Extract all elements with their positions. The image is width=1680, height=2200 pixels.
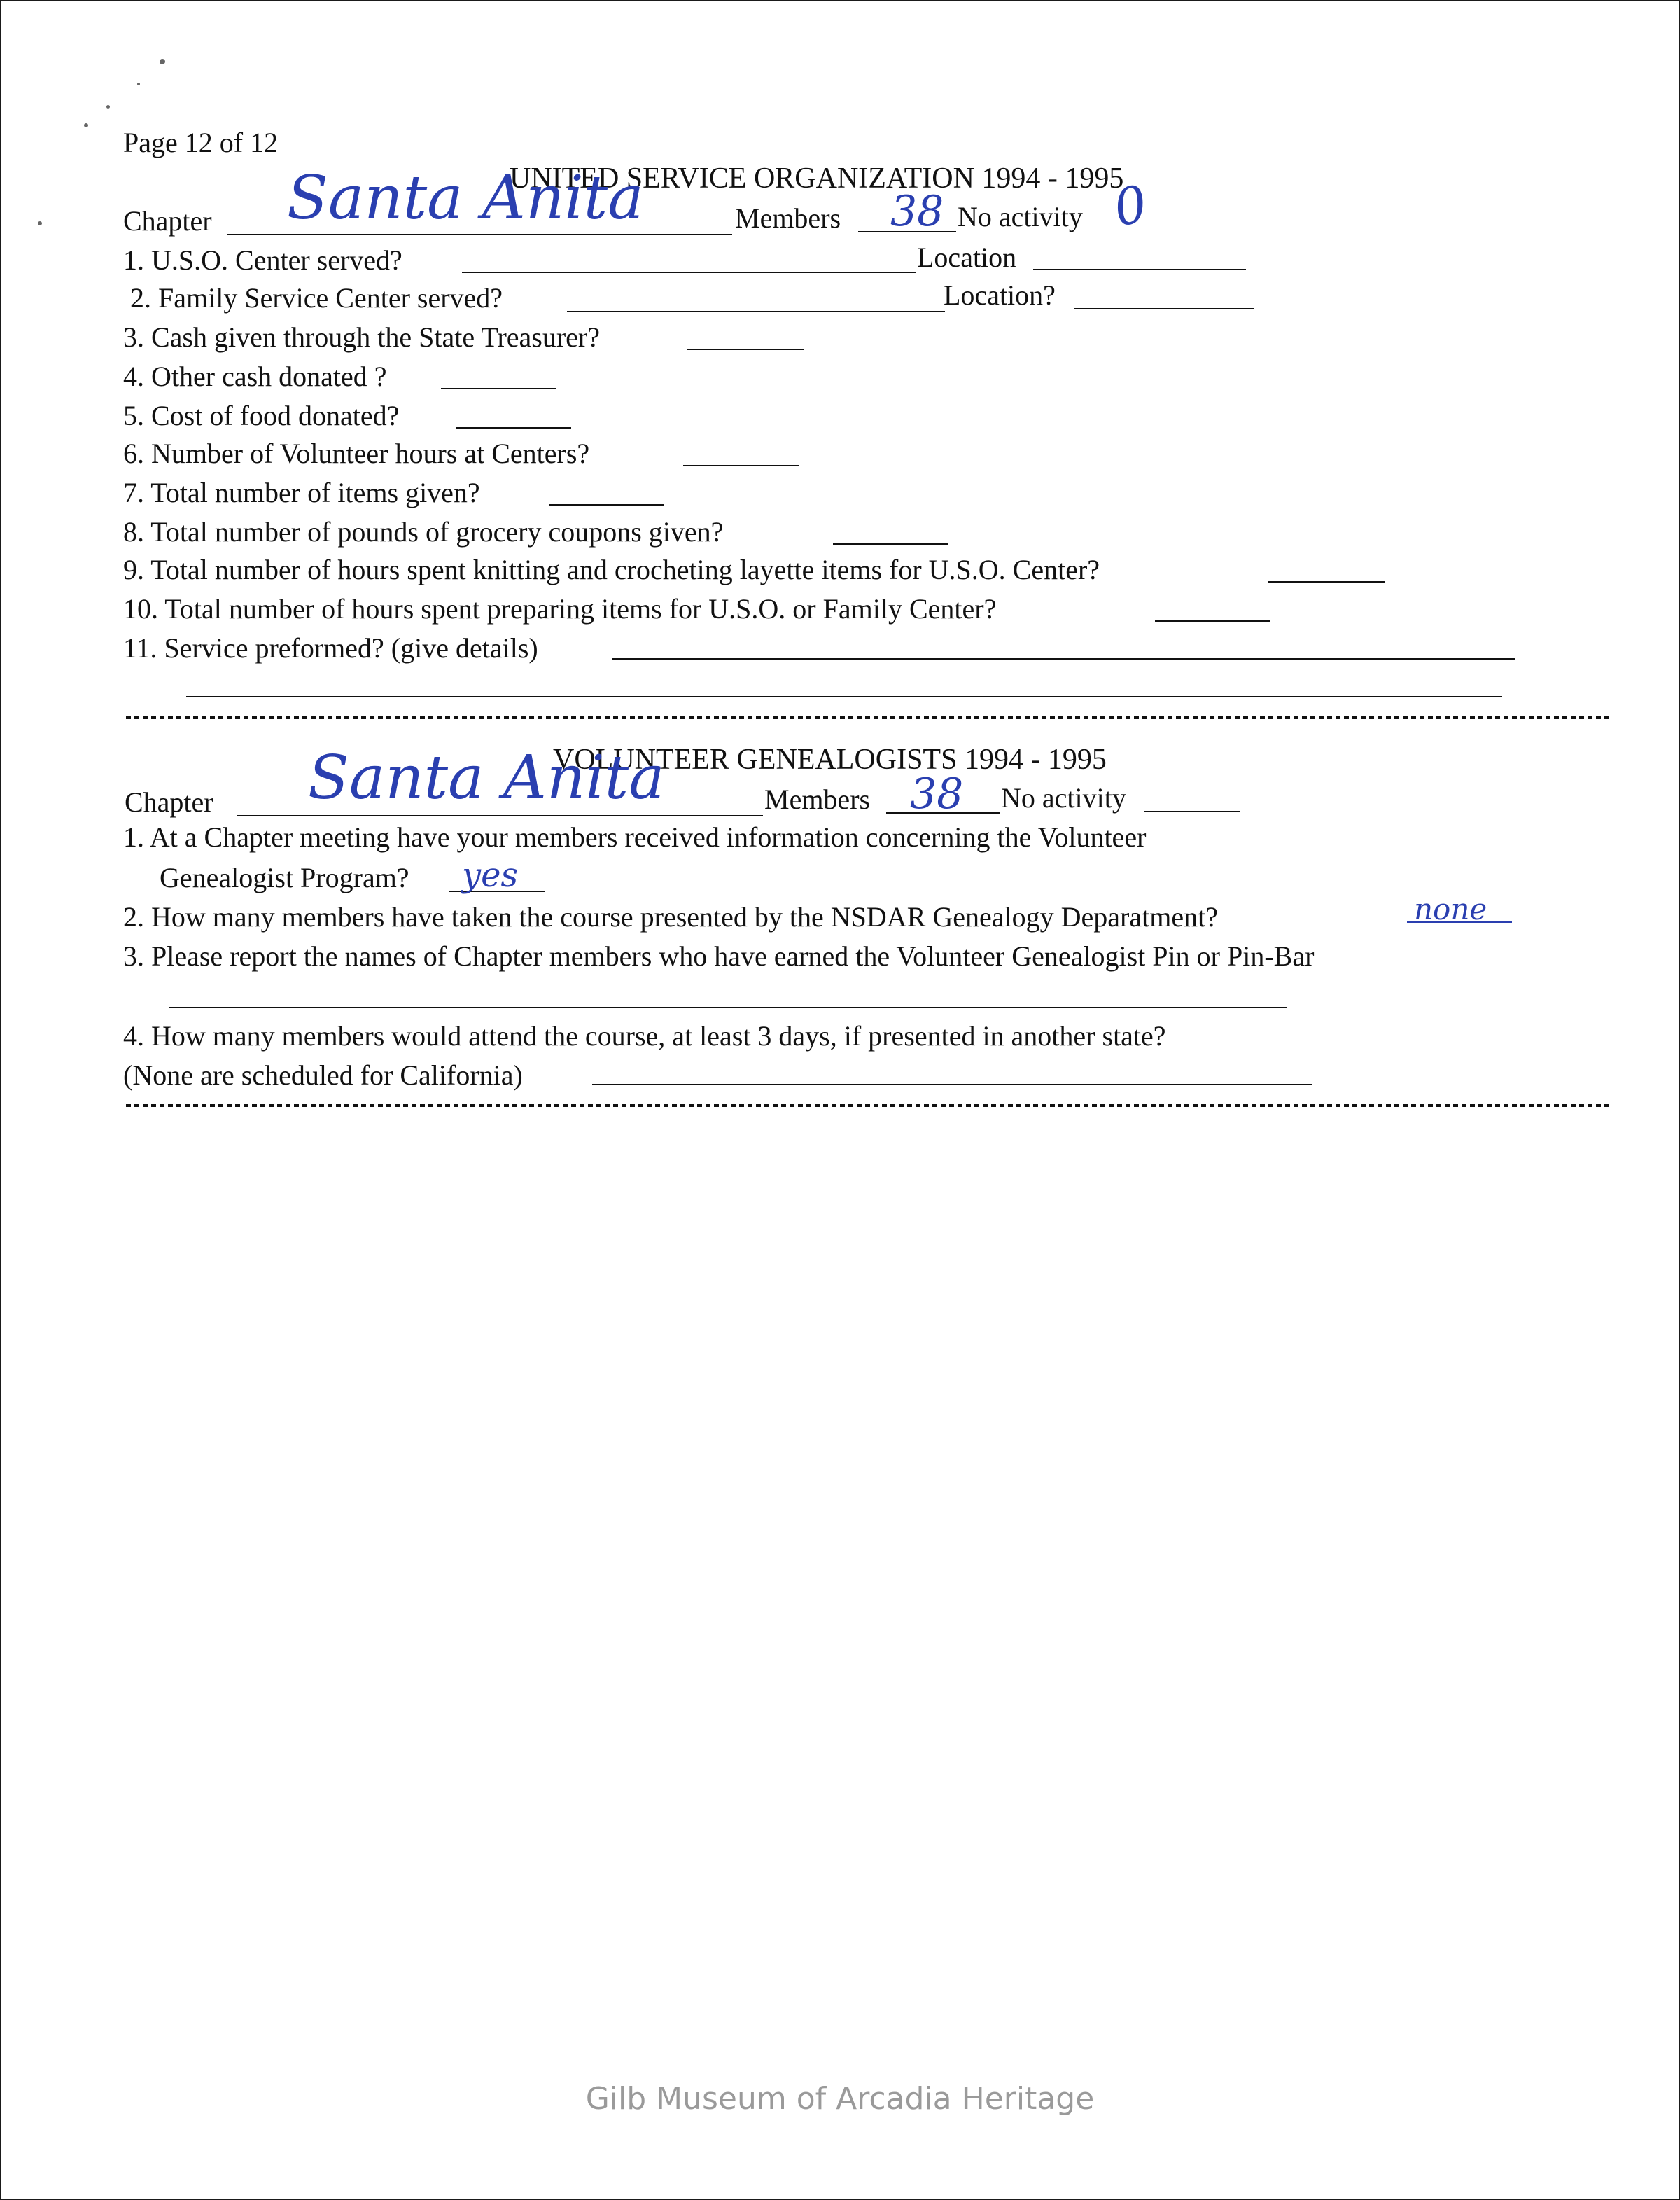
vg-q3: 3. Please report the names of Chapter members who have earned the Volunteer Genealogist Pin or Pin-Bar (123, 940, 1315, 972)
uso-item-1-location-line (1033, 269, 1246, 270)
vg-q1-answer: yes (462, 856, 519, 895)
uso-item-11: 11. Service preformed? (give details) (123, 632, 538, 664)
uso-members-value: 38 (890, 187, 944, 236)
vg-chapter-label: Chapter (125, 786, 214, 818)
uso-no-activity-value: 0 (1108, 174, 1153, 238)
uso-item-2-location: Location? (944, 279, 1056, 311)
scan-speck (84, 123, 88, 127)
uso-item-10: 10. Total number of hours spent preparing items for U.S.O. or Family Center? (123, 593, 997, 625)
vg-members-value: 38 (910, 770, 964, 819)
uso-members-label: Members (735, 202, 841, 234)
uso-item-5-line (456, 427, 571, 429)
uso-item-7-line (549, 504, 664, 506)
vg-q4-line1: 4. How many members would attend the course, at least 3 days, if presented in another state? (123, 1020, 1166, 1052)
uso-item-2: 2. Family Service Center served? (130, 282, 503, 314)
scan-speck (137, 83, 140, 85)
vg-q3-line (169, 1007, 1287, 1008)
vg-heading: VOLUNTEER GENEALOGISTS 1994 - 1995 (553, 744, 1107, 776)
section-divider-bottom (126, 1104, 1613, 1107)
vg-members-label: Members (764, 784, 871, 815)
uso-chapter-label: Chapter (123, 205, 212, 237)
uso-item-4: 4. Other cash donated ? (123, 361, 387, 392)
scan-speck (160, 59, 165, 64)
uso-item-3-line (687, 349, 804, 350)
watermark: Gilb Museum of Arcadia Heritage (585, 2081, 1095, 2117)
vg-q4-line (592, 1084, 1312, 1085)
uso-no-activity-label: No activity (958, 201, 1083, 232)
uso-item-5: 5. Cost of food donated? (123, 400, 400, 431)
uso-item-9-line (1268, 581, 1385, 583)
vg-q1-line1: 1. At a Chapter meeting have your members received information concerning the Volunteer (123, 821, 1147, 853)
vg-q2-answer: none (1414, 892, 1488, 926)
uso-heading: UNITED SERVICE ORGANIZATION 1994 - 1995 (510, 162, 1124, 195)
scan-speck (38, 221, 42, 225)
uso-chapter-line (227, 234, 732, 235)
uso-item-6: 6. Number of Volunteer hours at Centers? (123, 438, 590, 469)
uso-item-7: 7. Total number of items given? (123, 477, 480, 508)
uso-item-2-location-line (1074, 308, 1254, 309)
vg-no-activity-line (1144, 811, 1240, 812)
page-label: Page 12 of 12 (123, 127, 279, 158)
scan-speck (106, 105, 110, 109)
uso-item-3: 3. Cash given through the State Treasurer? (123, 321, 600, 353)
uso-item-2-line (567, 311, 945, 312)
uso-item-4-line (441, 388, 556, 389)
uso-chapter-value: Santa Anita (287, 163, 644, 233)
uso-item-11-line (612, 658, 1515, 660)
vg-q2: 2. How many members have taken the course presented by the NSDAR Genealogy Deparatment? (123, 901, 1218, 933)
vg-q4-line2: (None are scheduled for California) (123, 1059, 523, 1091)
vg-q1-line2: Genealogist Program? (160, 862, 410, 893)
vg-no-activity-label: No activity (1001, 782, 1126, 814)
vg-chapter-value: Santa Anita (308, 743, 665, 813)
uso-item-11-line-2 (186, 696, 1502, 697)
uso-item-10-line (1155, 620, 1270, 622)
uso-item-8: 8. Total number of pounds of grocery coupons given? (123, 516, 724, 548)
uso-item-1-line (462, 272, 916, 273)
uso-item-6-line (683, 465, 799, 466)
uso-item-1: 1. U.S.O. Center served? (123, 244, 402, 276)
vg-chapter-line (237, 815, 763, 816)
uso-item-8-line (833, 543, 948, 545)
uso-item-1-location: Location (917, 242, 1017, 273)
uso-item-9: 9. Total number of hours spent knitting and crocheting layette items for U.S.O. Center? (123, 554, 1100, 585)
section-divider (126, 716, 1613, 719)
